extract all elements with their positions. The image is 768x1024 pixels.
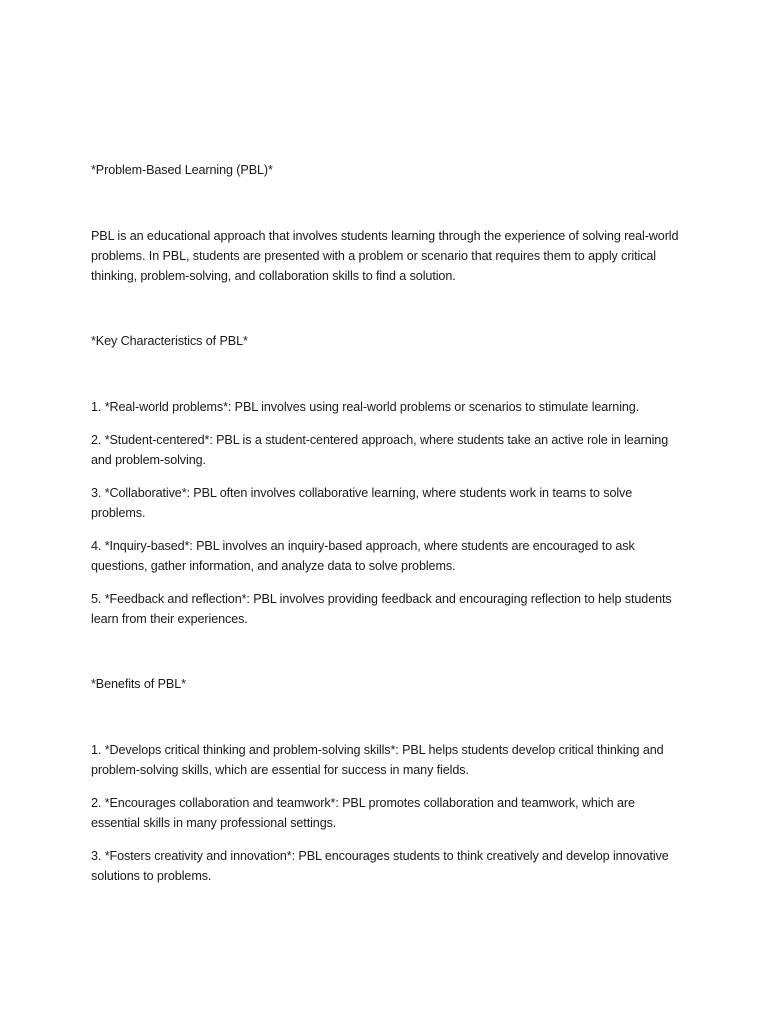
intro-paragraph: PBL is an educational approach that involves students learning through the experience of solving real-world problems. In PBL, students are presented with a problem or scenario that requires them to apply critical thinking, problem-solving, and collaboration skills to find a solution.: [91, 229, 679, 283]
document-title: *Problem-Based Learning (PBL)*: [91, 163, 273, 177]
characteristic-item: 1. *Real-world problems*: PBL involves using real-world problems or scenarios to stimulate learning.: [91, 400, 640, 414]
document-body: [91, 160, 681, 899]
characteristic-item: 5. *Feedback and reflection*: PBL involves providing feedback and encouraging reflection to help students learn from their experiences.: [91, 592, 672, 626]
characteristic-item: 2. *Student-centered*: PBL is a student-centered approach, where students take an active role in learning and problem-solving.: [91, 433, 669, 467]
benefit-item: 1. *Develops critical thinking and problem-solving skills*: PBL helps students develop critical thinking and problem-solving skills, which are essential for success in many fields.: [91, 743, 664, 777]
benefits-heading: *Benefits of PBL*: [91, 677, 186, 691]
characteristic-item: 3. *Collaborative*: PBL often involves collaborative learning, where students work in teams to solve problems.: [91, 486, 633, 520]
benefit-item: 2. *Encourages collaboration and teamwork*: PBL promotes collaboration and teamwork, which are essential skills in many professional settings.: [91, 796, 635, 830]
characteristic-item: 4. *Inquiry-based*: PBL involves an inquiry-based approach, where students are encouraged to ask questions, gather information, and analyze data to solve problems.: [91, 539, 635, 573]
benefit-item: 3. *Fosters creativity and innovation*: PBL encourages students to think creatively and develop innovative solutions to problems.: [91, 849, 669, 883]
characteristics-heading: *Key Characteristics of PBL*: [91, 334, 248, 348]
